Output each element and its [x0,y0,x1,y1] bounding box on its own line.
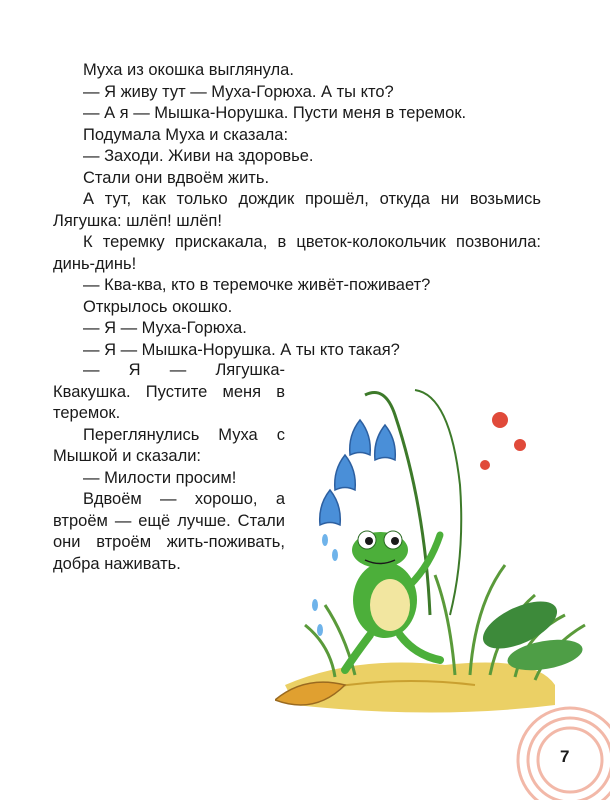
paragraph: — Я живу тут — Муха-Горюха. А ты кто? [83,82,394,101]
paragraph: — А я — Мышка-Норушка. Пусти меня в теремок. [83,104,467,122]
paragraph: — Я — Лягушка-Квакушка. Пустите меня в теремок. [53,361,285,422]
story-text-narrow [53,360,285,575]
frog-illustration [275,355,610,745]
paragraph: — Я — Мышка-Норушка. А ты кто такая? [83,340,400,359]
paragraph: Муха из окошка выглянула. [83,61,294,79]
paragraph: Переглянулись Муха с Мышкой и сказали: [53,425,285,465]
paragraph: — Заходи. Живи на здоровье. [83,147,314,165]
paragraph: — Ква-ква, кто в теремочке живёт-поживает? [83,276,431,294]
paragraph: К теремку прискакала, в цветок-колокольчик позвонила: динь-динь! [53,233,541,273]
story-text-full [53,60,541,361]
paragraph: Подумала Муха и сказала: [83,125,289,144]
paragraph: Стали они вдвоём жить. [83,168,270,187]
paragraph: — Я — Муха-Горюха. [83,319,247,337]
paragraph: А тут, как только дождик прошёл, откуда ни возьмись Лягушка: шлёп! шлёп! [53,190,541,230]
paragraph: — Милости просим! [83,468,237,487]
paragraph: Открылось окошко. [83,297,233,316]
page-number: 7 [560,747,570,766]
paragraph: Вдвоём — хорошо, а втроём — ещё лучше. Стали они втроём жить-поживать, добра наживать. [53,490,285,573]
